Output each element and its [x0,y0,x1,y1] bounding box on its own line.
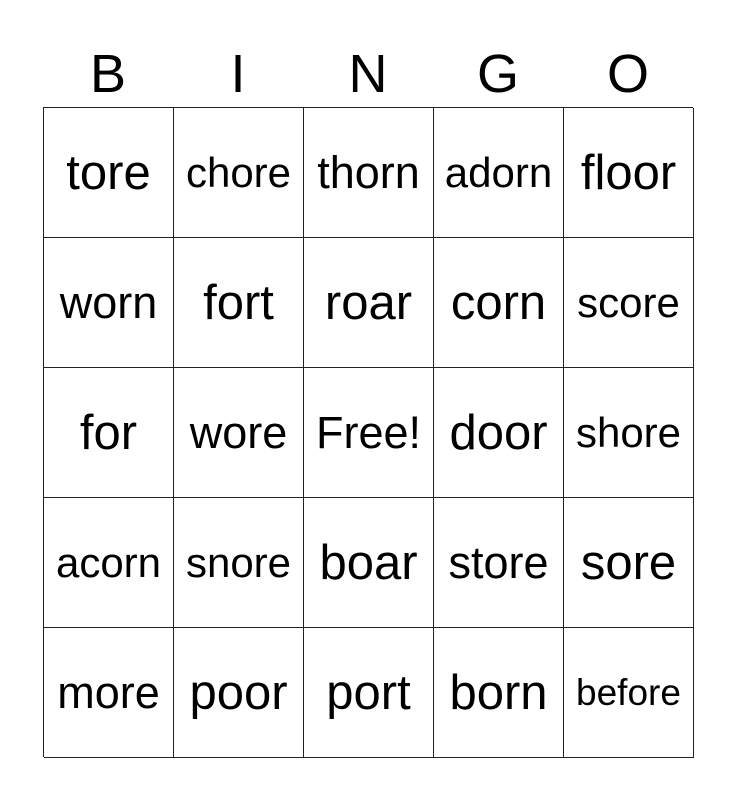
header-letter-i: I [230,44,246,104]
header-letter-n: N [348,44,388,104]
bingo-cell[interactable]: wore [174,368,304,498]
bingo-cell[interactable]: port [304,628,434,758]
bingo-cell[interactable]: snore [174,498,304,628]
bingo-cell[interactable]: store [434,498,564,628]
header-letter-g: G [476,44,519,104]
bingo-cell[interactable]: boar [304,498,434,628]
bingo-cell[interactable]: sore [564,498,694,628]
bingo-cell[interactable]: roar [304,238,434,368]
bingo-cell[interactable]: floor [564,108,694,238]
bingo-cell[interactable]: tore [44,108,174,238]
bingo-cell[interactable]: worn [44,238,174,368]
bingo-cell[interactable]: fort [174,238,304,368]
bingo-cell[interactable]: poor [174,628,304,758]
bingo-cell[interactable]: shore [564,368,694,498]
bingo-header [43,44,693,104]
bingo-cell[interactable]: thorn [304,108,434,238]
header-letter-o: O [606,44,649,104]
bingo-cell[interactable]: corn [434,238,564,368]
bingo-cell[interactable]: more [44,628,174,758]
bingo-cell[interactable]: before [564,628,694,758]
bingo-cell[interactable]: chore [174,108,304,238]
bingo-board [43,107,693,757]
bingo-cell[interactable]: adorn [434,108,564,238]
bingo-cell[interactable]: door [434,368,564,498]
bingo-cell[interactable]: for [44,368,174,498]
bingo-cell[interactable]: score [564,238,694,368]
bingo-cell[interactable]: born [434,628,564,758]
header-letter-b: B [89,44,127,104]
bingo-cell[interactable]: acorn [44,498,174,628]
free-space-cell[interactable]: Free! [304,368,434,498]
